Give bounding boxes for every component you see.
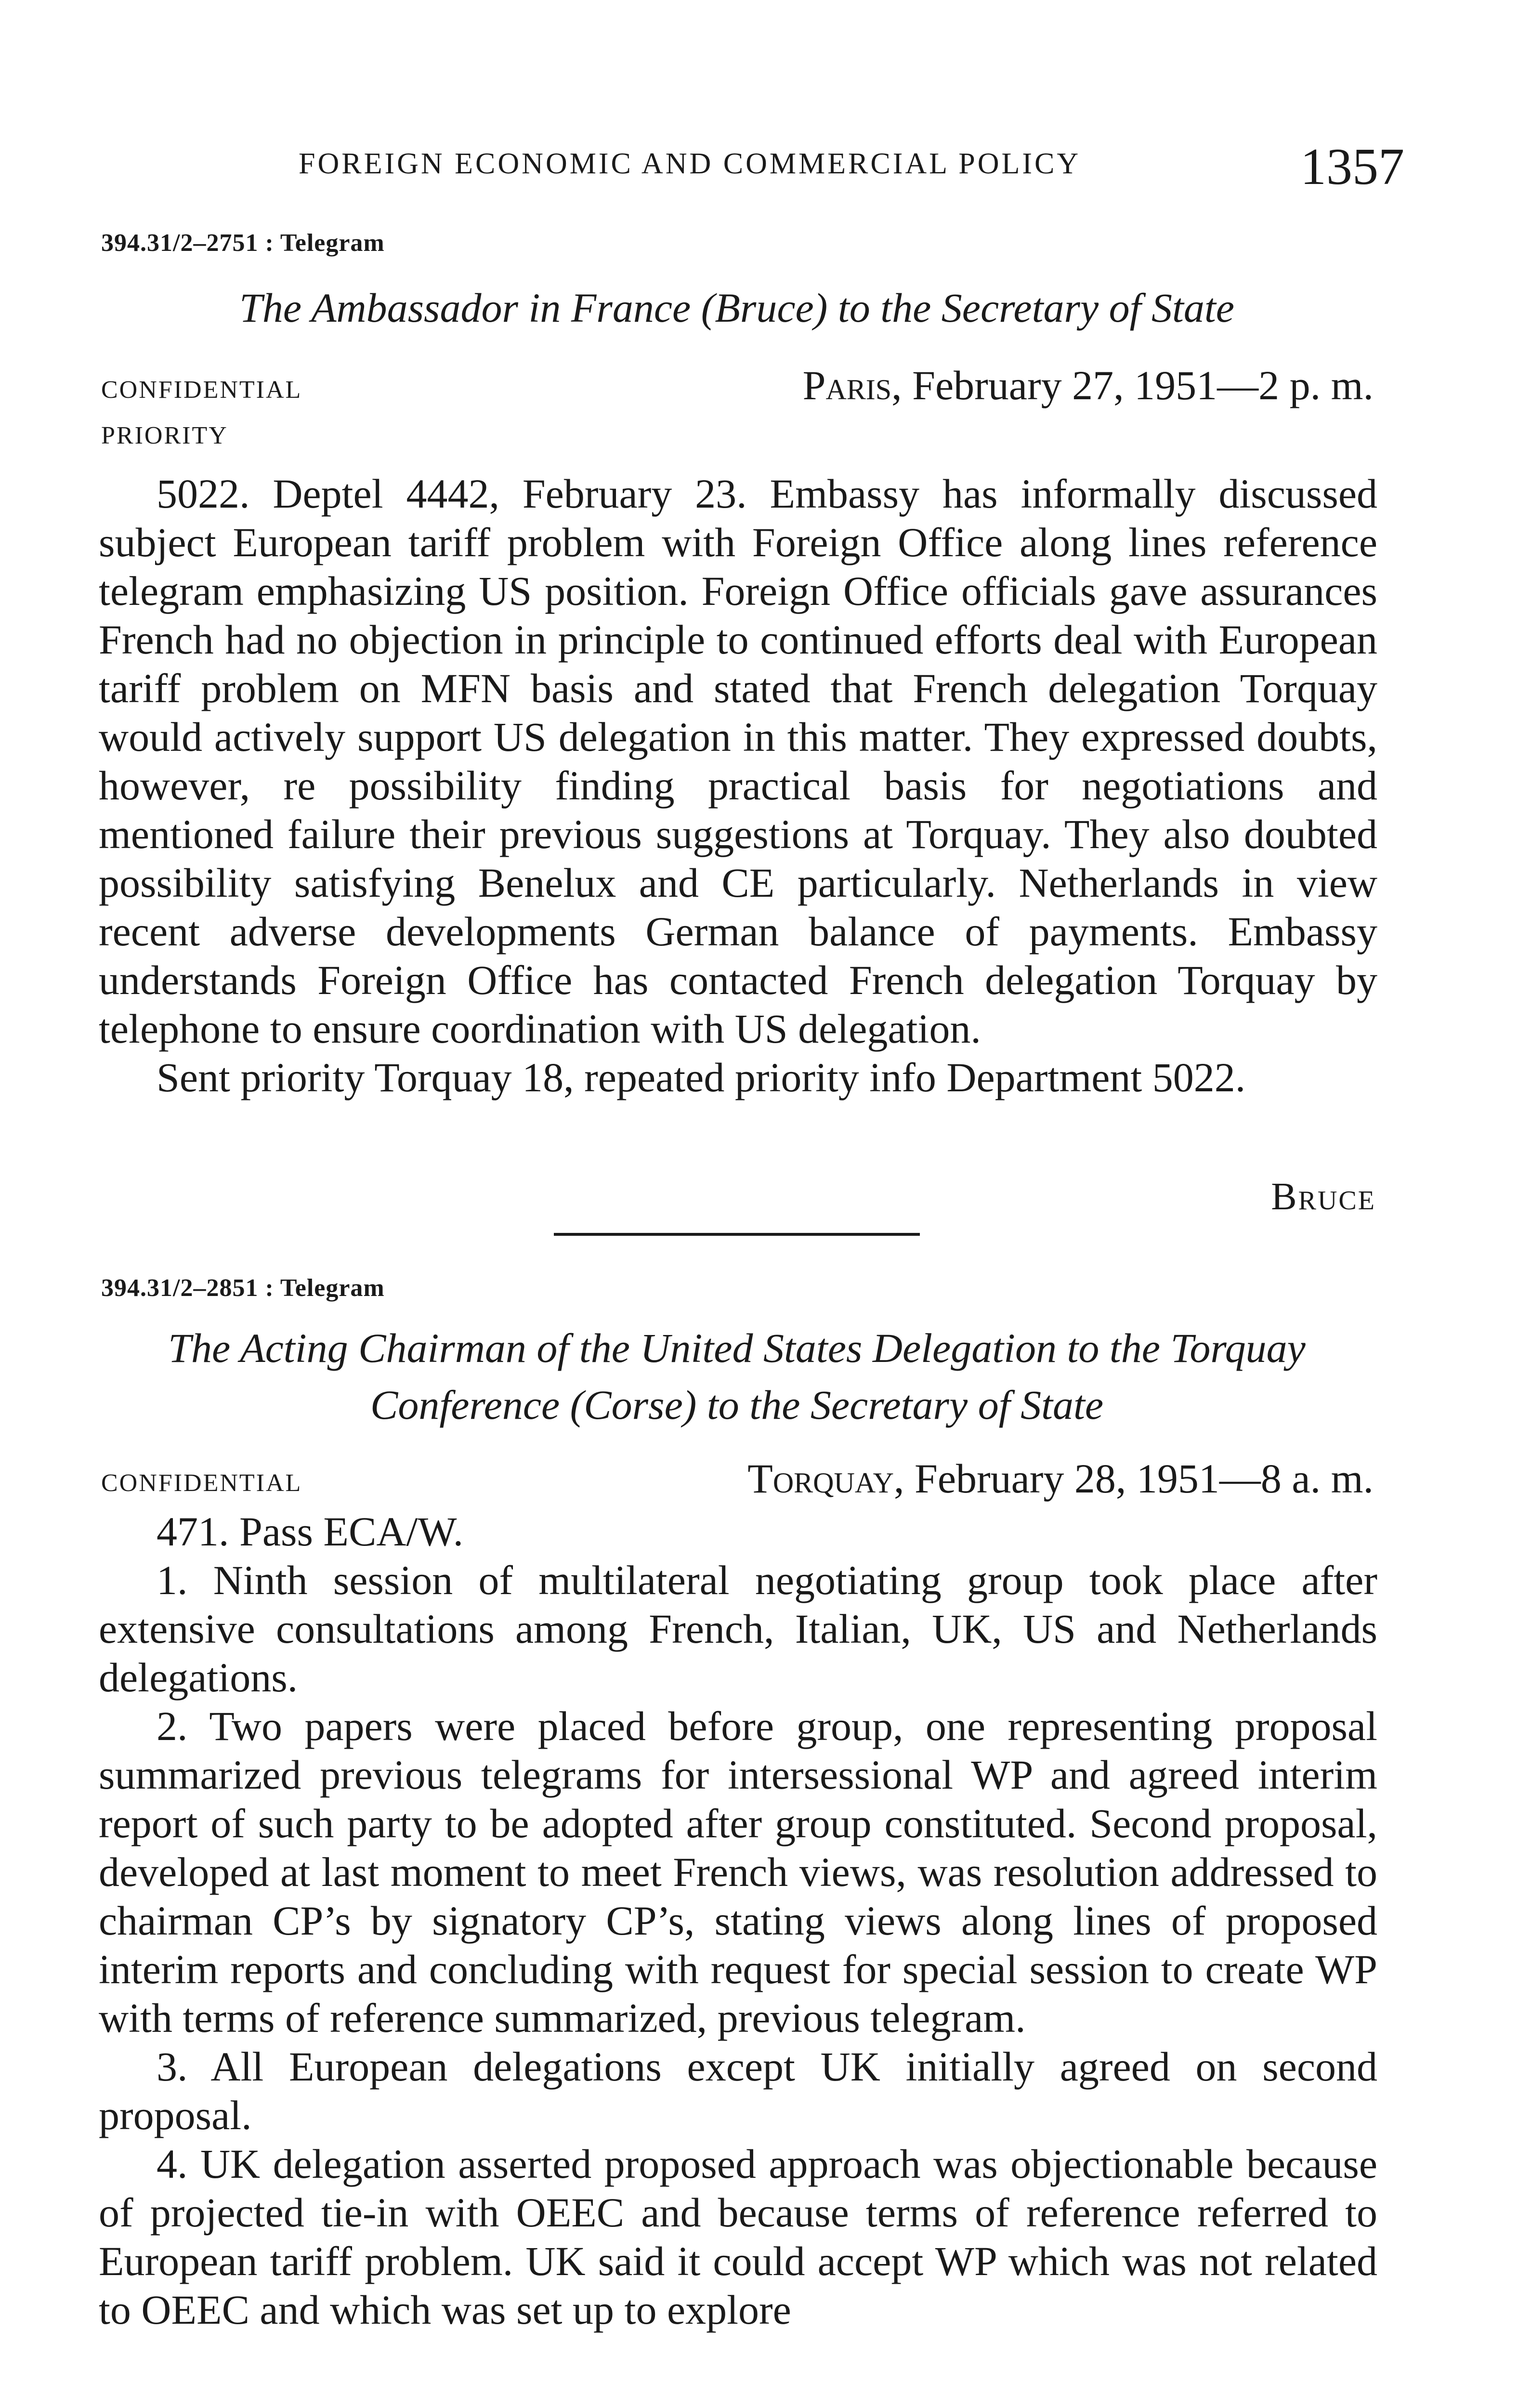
dateline-place-1: Paris — [802, 362, 892, 408]
running-head: FOREIGN ECONOMIC AND COMMERCIAL POLICY — [299, 147, 1081, 180]
telegram-body-1 — [99, 470, 1377, 1102]
classification-1: CONFIDENTIAL — [101, 376, 302, 404]
paragraph: Sent priority Torquay 18, repeated priority info Department 5022. — [157, 1054, 1246, 1100]
paragraph: 471. Pass ECA/W. — [157, 1508, 464, 1555]
telegram-body-2 — [99, 1507, 1377, 2334]
dateline-1 — [803, 361, 1374, 409]
document-heading-2 — [96, 1320, 1377, 1433]
priority-label: PRIORITY — [101, 422, 228, 449]
dateline-date-1: , February 27, 1951—2 p. m. — [891, 362, 1374, 408]
heading-line: The Acting Chairman of the United States Delegation to the Torquay — [168, 1325, 1306, 1371]
paragraph: 5022. Deptel 4442, February 23. Embassy has informally discussed subject European tariff problem with Foreign Office along lines reference telegram emphasizing US position. Foreign Office officials gave assurances French had no objection in principle to continued efforts deal with European tariff problem on MFN basis and stated that French delegation Torquay would actively support US delegation in this matter. They expressed doubts, however, re possibility finding practical basis for negotiations and mentioned failure their previous suggestions at Torquay. They also doubted possibility satisfying Benelux and CE particularly. Netherlands in view recent adverse developments German balance of payments. Embassy understands Foreign Office has contacted French delegation Torquay by telephone to ensure coordination with US delegation. — [99, 471, 1377, 1052]
classification-2: CONFIDENTIAL — [101, 1469, 302, 1497]
dateline-date-2: , February 28, 1951—8 a. m. — [893, 1455, 1374, 1502]
dateline-place-2: Torquay — [747, 1455, 894, 1502]
file-reference-2: 394.31/2–2851 : Telegram — [101, 1274, 385, 1302]
document-heading-1: The Ambassador in France (Bruce) to the Secretary of State — [239, 285, 1234, 331]
paragraph: 2. Two papers were placed before group, one representing proposal summarized previous telegrams for intersessional WP and agreed interim report of such party to be adopted after group constituted. Second proposal, developed at last moment to meet French views, was resolution addressed to chairman CP’s by signatory CP’s, stating views along lines of proposed interim reports and concluding with request for special session to create WP with terms of reference summarized, previous telegram. — [99, 1703, 1377, 2041]
heading-line: Conference (Corse) to the Secretary of State — [370, 1382, 1104, 1428]
dateline-2 — [747, 1454, 1374, 1503]
paragraph: 3. All European delegations except UK initially agreed on second proposal. — [99, 2043, 1377, 2138]
paragraph: 4. UK delegation asserted proposed approach was objectionable because of projected tie-in with OEEC and because terms of reference referred to European tariff problem. UK said it could accept WP which was not related to OEEC and which was set up to explore — [99, 2141, 1377, 2333]
section-divider — [554, 1233, 920, 1236]
page-number: 1357 — [1300, 138, 1404, 196]
signature-1: Bruce — [1271, 1176, 1376, 1218]
paragraph: 1. Ninth session of multilateral negotiating group took place after extensive consultations among French, Italian, UK, US and Netherlands delegations. — [99, 1557, 1377, 1701]
file-reference-1: 394.31/2–2751 : Telegram — [101, 229, 385, 257]
